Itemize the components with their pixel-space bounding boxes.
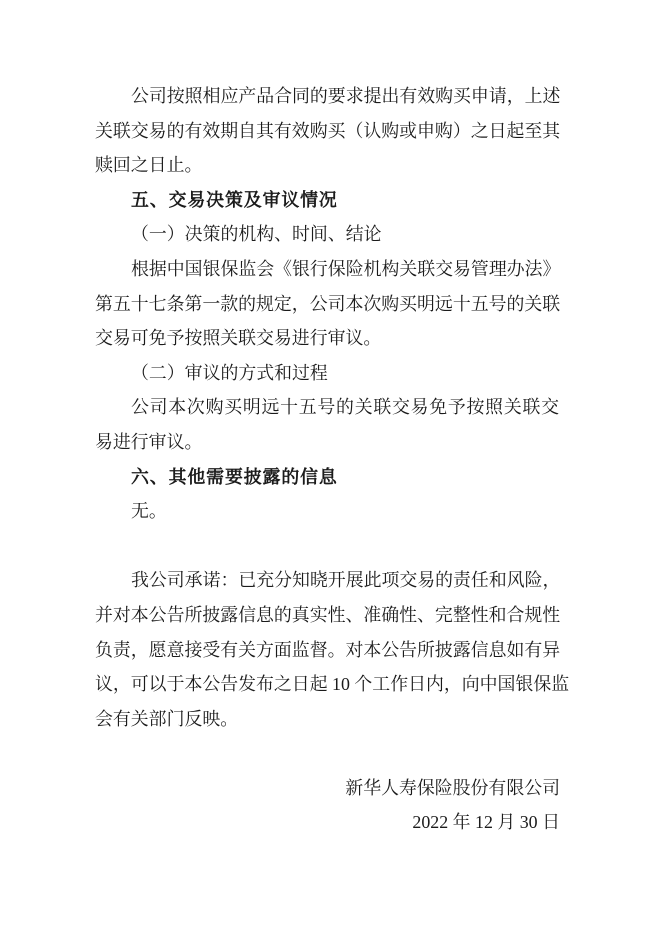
subsection-heading: （二）审议的方式和过程 <box>131 362 328 383</box>
signature-company: 新华人寿保险股份有限公司 <box>345 777 560 798</box>
paragraph-line: 无。 <box>131 501 167 522</box>
blank-line <box>95 736 560 771</box>
paragraph-line: 我公司承诺：已充分知晓开展此项交易的责任和风险， <box>131 570 561 591</box>
subsection-heading: （一）决策的机构、时间、结论 <box>131 224 382 245</box>
signature-date: 2022 年 12 月 30 日 <box>412 812 560 833</box>
section-heading-6: 六、其他需要披露的信息 <box>131 466 338 487</box>
paragraph-line: 赎回之日止。 <box>95 155 203 176</box>
paragraph-line: 会有关部门反映。 <box>95 708 239 729</box>
paragraph-line: 并对本公告所披露信息的真实性、准确性、完整性和合规性 <box>95 604 561 625</box>
paragraph-line: 议，可以于本公告发布之日起 10 个工作日内，向中国银保监 <box>95 674 570 695</box>
blank-line <box>95 529 560 564</box>
document-body <box>95 79 570 840</box>
paragraph-line: 关联交易的有效期自其有效购买（认购或申购）之日起至其 <box>95 120 561 141</box>
paragraph-line: 根据中国银保监会《银行保险机构关联交易管理办法》 <box>131 258 561 279</box>
paragraph-line: 公司本次购买明远十五号的关联交易免予按照关联交 <box>131 397 560 418</box>
paragraph-line: 负责，愿意接受有关方面监督。对本公告所披露信息如有异 <box>95 639 561 660</box>
section-heading-5: 五、交易决策及审议情况 <box>131 189 338 210</box>
paragraph-line: 公司按照相应产品合同的要求提出有效购买申请，上述 <box>131 86 561 106</box>
paragraph-line: 第五十七条第一款的规定，公司本次购买明远十五号的关联 <box>95 293 561 314</box>
paragraph-line: 交易可免予按照关联交易进行审议。 <box>95 328 382 349</box>
paragraph-line: 易进行审议。 <box>95 431 203 452</box>
